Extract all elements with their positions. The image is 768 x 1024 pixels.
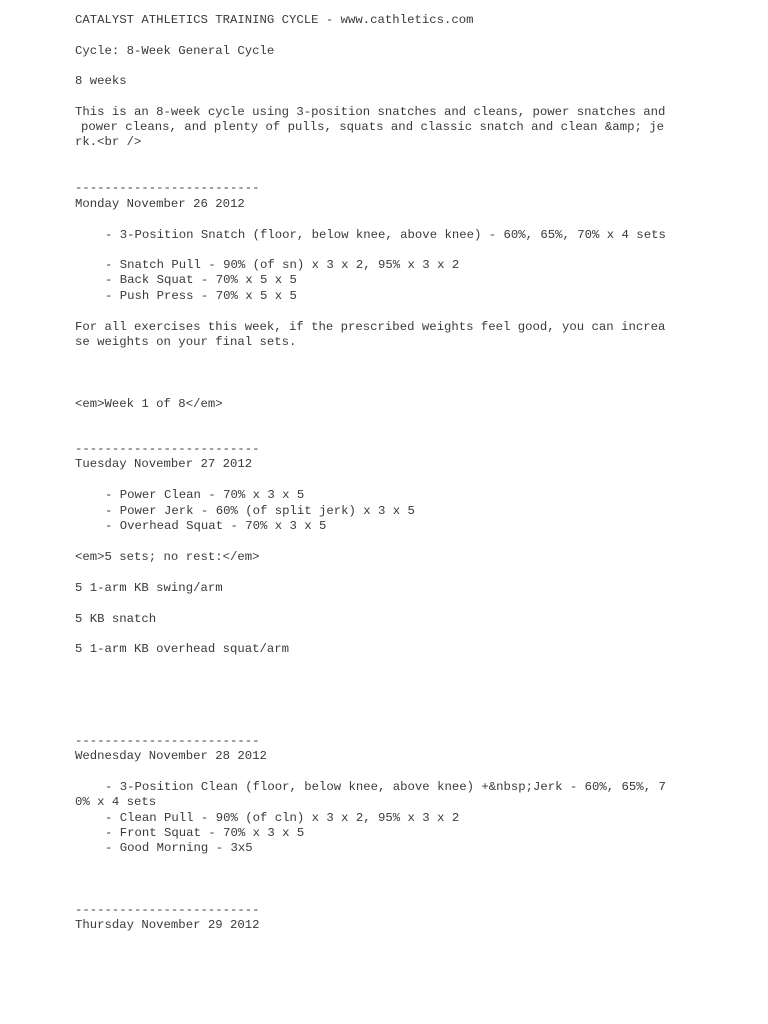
- exercise-line: - Power Jerk - 60% (of split jerk) x 3 x 5: [105, 504, 415, 518]
- description-line: This is an 8-week cycle using 3-position snatches and cleans, power snatches and: [75, 105, 666, 119]
- cycle-duration: 8 weeks: [75, 74, 127, 88]
- day-separator: -------------------------: [75, 903, 260, 917]
- cycle-title: Cycle: 8-Week General Cycle: [75, 44, 275, 58]
- description-line: rk.<br />: [75, 135, 142, 149]
- day-heading-monday: Monday November 26 2012: [75, 197, 245, 211]
- exercise-line: - Clean Pull - 90% (of cln) x 3 x 2, 95% x 3 x 2: [105, 811, 460, 825]
- exercise-line: - Back Squat - 70% x 5 x 5: [105, 273, 297, 287]
- kb-exercise-line: 5 1-arm KB overhead squat/arm: [75, 642, 290, 656]
- day-separator: -------------------------: [75, 734, 260, 748]
- exercise-line: - Overhead Squat - 70% x 3 x 5: [105, 519, 327, 533]
- description-line: power cleans, and plenty of pulls, squats and classic snatch and clean &amp; je: [81, 120, 664, 134]
- exercise-line: - 3-Position Clean (floor, below knee, above knee) +&nbsp;Jerk - 60%, 65%, 7: [105, 780, 666, 794]
- exercise-line: 0% x 4 sets: [75, 795, 157, 809]
- day-heading-wednesday: Wednesday November 28 2012: [75, 749, 267, 763]
- exercise-line: - Snatch Pull - 90% (of sn) x 3 x 2, 95% x 3 x 2: [105, 258, 460, 272]
- kb-exercise-line: 5 1-arm KB swing/arm: [75, 581, 223, 595]
- note-line: se weights on your final sets.: [75, 335, 297, 349]
- day-separator: -------------------------: [75, 181, 260, 195]
- note-line: For all exercises this week, if the prescribed weights feel good, you can increa: [75, 320, 666, 334]
- exercise-line: - Push Press - 70% x 5 x 5: [105, 289, 297, 303]
- exercise-line: - 3-Position Snatch (floor, below knee, above knee) - 60%, 65%, 70% x 4 sets: [105, 228, 666, 242]
- kb-exercise-line: 5 KB snatch: [75, 612, 157, 626]
- exercise-line: - Power Clean - 70% x 3 x 5: [105, 488, 305, 502]
- week-label: <em>Week 1 of 8</em>: [75, 397, 223, 411]
- exercise-line: - Front Squat - 70% x 3 x 5: [105, 826, 305, 840]
- document-header: CATALYST ATHLETICS TRAINING CYCLE - www.cathletics.com: [75, 13, 474, 27]
- day-heading-tuesday: Tuesday November 27 2012: [75, 457, 253, 471]
- day-heading-thursday: Thursday November 29 2012: [75, 918, 260, 932]
- day-separator: -------------------------: [75, 442, 260, 456]
- exercise-line: - Good Morning - 3x5: [105, 841, 253, 855]
- sets-note: <em>5 sets; no rest:</em>: [75, 550, 260, 564]
